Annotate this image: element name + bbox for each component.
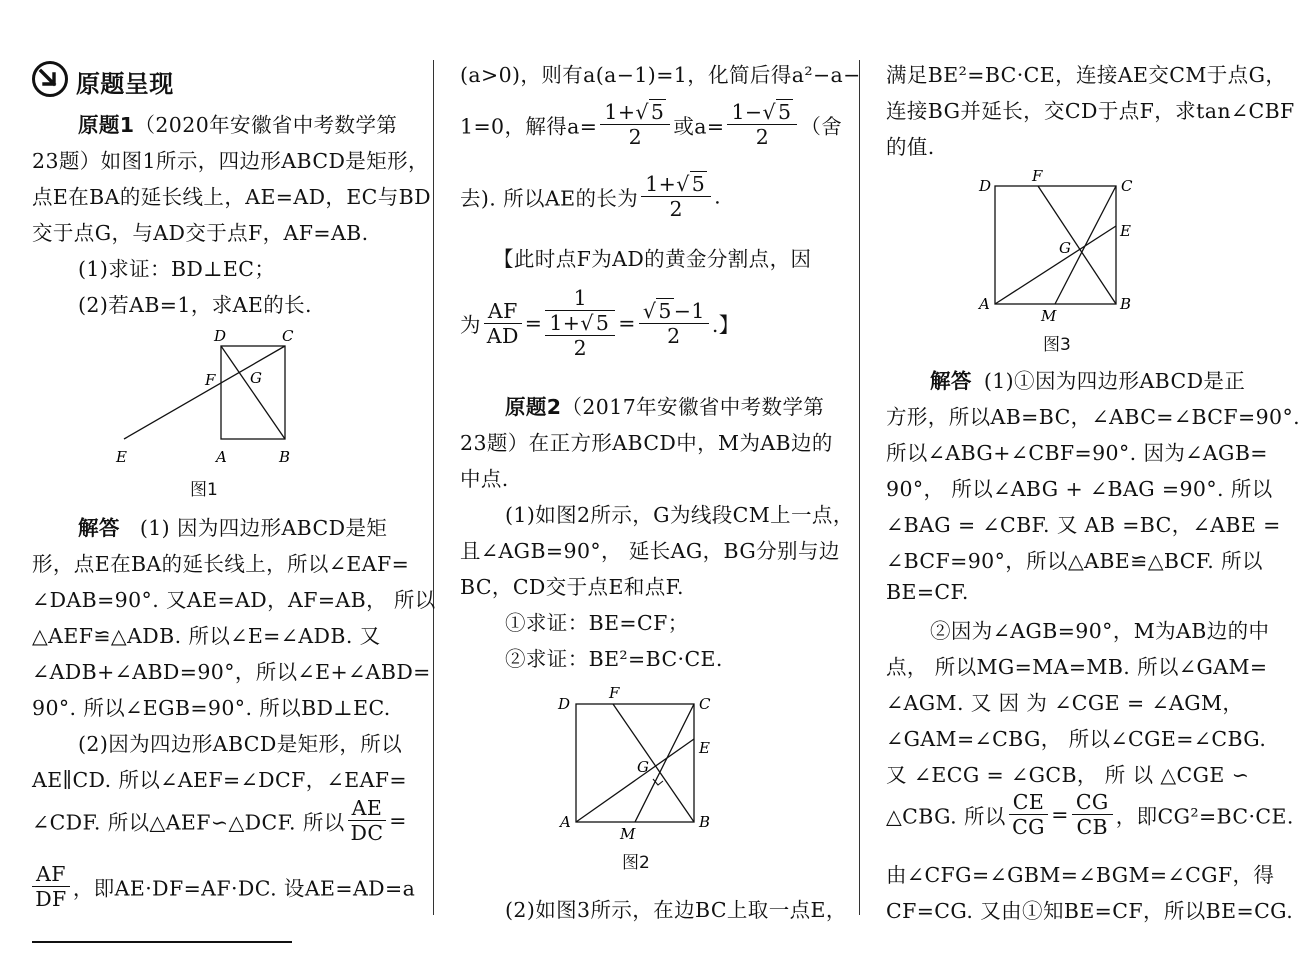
fig2-label-g: G xyxy=(637,758,649,776)
fig2-line-bf xyxy=(613,704,694,822)
fig2-label-f: F xyxy=(609,684,620,702)
col2-line: (2)如图3所示，在边BC上取一点E， xyxy=(505,898,847,922)
col2-line: 1=0，解得a= $\frac{1+√5}{2}$ 或a= $\frac{1-√5}{2}$ （舍 xyxy=(460,100,843,149)
fig3-label-f: F xyxy=(1032,167,1043,185)
col3-line: 满足BE²=BC·CE，连接AE交CM于点G， xyxy=(886,63,1287,87)
fig1-label-g: G xyxy=(250,369,262,387)
answer2-line: ∠AGM. 又 因 为 ∠CGE = ∠AGM， xyxy=(886,691,1244,715)
fig2-label-d: D xyxy=(558,695,571,713)
answer2-line: 由∠CFG=∠GBM=∠BGM=∠CGF，得 xyxy=(886,863,1275,887)
fig2-label-m: M xyxy=(620,825,636,843)
fig3-label-b: B xyxy=(1120,295,1132,313)
fig1-line-ec xyxy=(124,346,285,439)
fig3-caption: 图3 xyxy=(1043,335,1071,355)
answer1-line: $\frac{AF}{DF}$ ，即AE·DF=AF·DC. 设AE=AD=a xyxy=(32,862,415,911)
problem1-label: 原题1 xyxy=(78,113,135,137)
fig1-label-f: F xyxy=(205,371,216,389)
fig2-square xyxy=(576,704,694,822)
answer1-line: ∠CDF. 所以△AEF∽△DCF. 所以 $\frac{AE}{DC}$ = xyxy=(32,796,407,845)
fraction-cg-cb: $\frac{CG}{CB}$ xyxy=(1072,790,1113,839)
fig1-label-c: C xyxy=(282,327,294,345)
answer1-line: ∠ADB+∠ABD=90°，所以∠E+∠ABD= xyxy=(32,660,431,684)
answer1-line: 形，点E在BA的延长线上，所以∠EAF= xyxy=(32,552,410,576)
problem1-line: (1)求证：BD⊥EC； xyxy=(78,257,276,281)
answer1-heading: 解答 (1) 因为四边形ABCD是矩 xyxy=(78,516,388,540)
answer2-line: △CBG. 所以 $\frac{CE}{CG}$ = $\frac{CG}{CB}$ ，即CG²=BC·CE. xyxy=(886,790,1294,839)
figure-1 xyxy=(110,322,310,472)
section-title: 原题呈现 xyxy=(76,70,174,98)
fig3-label-d: D xyxy=(979,177,992,195)
fig1-label-a: A xyxy=(216,448,227,466)
figure-2 xyxy=(550,684,730,844)
fig2-caption: 图2 xyxy=(622,853,650,873)
answer1-line: (2)因为四边形ABCD是矩形，所以 xyxy=(78,732,403,756)
problem2-line: 中点. xyxy=(460,467,509,491)
fig3-line-ae xyxy=(995,226,1116,304)
answer2-line: BE=CF. xyxy=(886,580,969,604)
problem1-line: (2)若AB=1，求AE的长. xyxy=(78,293,312,317)
answer2-line: 90°， 所以∠ABG + ∠BAG =90°. 所以 xyxy=(886,477,1273,501)
answer2-line: ∠BCF=90°，所以△ABE≌△BCF. 所以 xyxy=(886,549,1263,573)
fig3-label-c: C xyxy=(1121,177,1133,195)
answer1-line: 90°. 所以∠EGB=90°. 所以BD⊥EC. xyxy=(32,696,391,720)
column-divider-2 xyxy=(859,60,860,915)
fig2-label-a: A xyxy=(560,813,571,831)
col2-line: 为 $\frac{AF}{AD}$ = $\frac{1}{\frac{1+√5}{2}}$ = $\frac{√5-1}{2}$ .】 xyxy=(460,286,740,360)
col2-line: 【此时点F为AD的黄金分割点，因 xyxy=(493,247,812,271)
problem2-line: 23题）在正方形ABCD中，M为AB边的 xyxy=(460,431,833,455)
answer2-line: ∠GAM=∠CBG， 所以∠CGE=∠CBG. xyxy=(886,727,1267,751)
fraction-result: $\frac{√5-1}{2}$ xyxy=(639,299,709,348)
answer2-label: 解答 xyxy=(930,369,972,393)
fig3-label-g: G xyxy=(1059,239,1071,257)
fraction-ce-cg: $\frac{CE}{CG}$ xyxy=(1009,790,1048,839)
col3-line: 连接BG并延长，交CD于点F，求tan∠CBF xyxy=(886,99,1295,123)
answer1-line: AE∥CD. 所以∠AEF=∠DCF，∠EAF= xyxy=(32,768,407,792)
fig1-caption: 图1 xyxy=(190,480,218,500)
fig1-label-d: D xyxy=(214,327,227,345)
fraction-ae-dc: $\frac{AE}{DC}$ xyxy=(348,796,387,845)
col2-line: (a>0)，则有a(a−1)=1，化简后得a²−a− xyxy=(460,63,861,87)
answer2-heading: 解答 (1)①因为四边形ABCD是正 xyxy=(930,369,1246,393)
footnote-rule xyxy=(32,941,292,943)
fraction-root2: $\frac{1-√5}{2}$ xyxy=(727,100,797,149)
answer2-line: 点， 所以MG=MA=MB. 所以∠GAM= xyxy=(886,655,1268,679)
fraction-root1: $\frac{1+√5}{2}$ xyxy=(600,100,670,149)
fraction-answer: $\frac{1+√5}{2}$ xyxy=(641,172,711,221)
fraction-af-df: $\frac{AF}{DF}$ xyxy=(32,862,70,911)
problem1-line: 23题）如图1所示，四边形ABCD是矩形， xyxy=(32,149,429,173)
problem2-line: ①求证：BE=CF； xyxy=(505,611,689,635)
fig1-label-e: E xyxy=(116,448,127,466)
fig1-label-b: B xyxy=(279,448,291,466)
fig3-square xyxy=(995,186,1116,304)
problem2-line: (1)如图2所示，G为线段CM上一点， xyxy=(505,503,854,527)
fig1-line-db xyxy=(221,346,285,439)
problem1-line: 交于点G，与AD交于点F，AF=AB. xyxy=(32,221,369,245)
column-divider-1 xyxy=(433,60,434,915)
answer2-line: ∠BAG = ∠CBF. 又 AB =BC，∠ABE = xyxy=(886,513,1281,537)
answer2-line: ②因为∠AGB=90°，M为AB边的中 xyxy=(930,619,1270,643)
problem1-line: 点E在BA的延长线上，AE=AD，EC与BD xyxy=(32,185,431,209)
figure-3 xyxy=(975,166,1155,326)
problem2-line: BC，CD交于点E和点F. xyxy=(460,575,684,599)
fig2-label-c: C xyxy=(699,695,711,713)
problem2-line: 且∠AGB=90°， 延长AG，BG分别与边 xyxy=(460,539,840,563)
answer1-line: ∠DAB=90°. 又AE=AD，AF=AB， 所以 xyxy=(32,588,436,612)
answer2-line: 所以∠ABG+∠CBF=90°. 因为∠AGB= xyxy=(886,441,1268,465)
answer2-line: CF=CG. 又由①知BE=CF，所以BE=CG. xyxy=(886,899,1294,923)
fig2-line-ae xyxy=(576,739,694,822)
fraction-complex: $\frac{1}{\frac{1+√5}{2}}$ xyxy=(545,286,615,360)
fig3-line-bf xyxy=(1038,186,1116,304)
problem2-heading: 原题2（2017年安徽省中考数学第 xyxy=(505,395,825,419)
problem2-label: 原题2 xyxy=(505,395,562,419)
answer2-line: 又 ∠ECG = ∠GCB， 所 以 △CGE ∽ xyxy=(886,763,1250,787)
fig2-label-e: E xyxy=(699,739,710,757)
fig3-label-a: A xyxy=(979,295,990,313)
fig3-label-m: M xyxy=(1041,307,1057,325)
col2-line: 去). 所以AE的长为 $\frac{1+√5}{2}$ . xyxy=(460,172,722,221)
col3-line: 的值. xyxy=(886,135,935,159)
fig3-label-e: E xyxy=(1120,222,1131,240)
problem2-line: ②求证：BE²=BC·CE. xyxy=(505,647,723,671)
fraction-af-ad: $\frac{AF}{AD}$ xyxy=(484,299,522,348)
arrow-circle-icon xyxy=(32,61,68,97)
fig2-label-b: B xyxy=(699,813,711,831)
problem1-heading: 原题1（2020年安徽省中考数学第 xyxy=(78,113,398,137)
answer2-line: 方形，所以AB=BC，∠ABC=∠BCF=90°. xyxy=(886,405,1300,429)
answer1-line: △AEF≌△ADB. 所以∠E=∠ADB. 又 xyxy=(32,624,381,648)
answer1-label: 解答 xyxy=(78,516,120,540)
